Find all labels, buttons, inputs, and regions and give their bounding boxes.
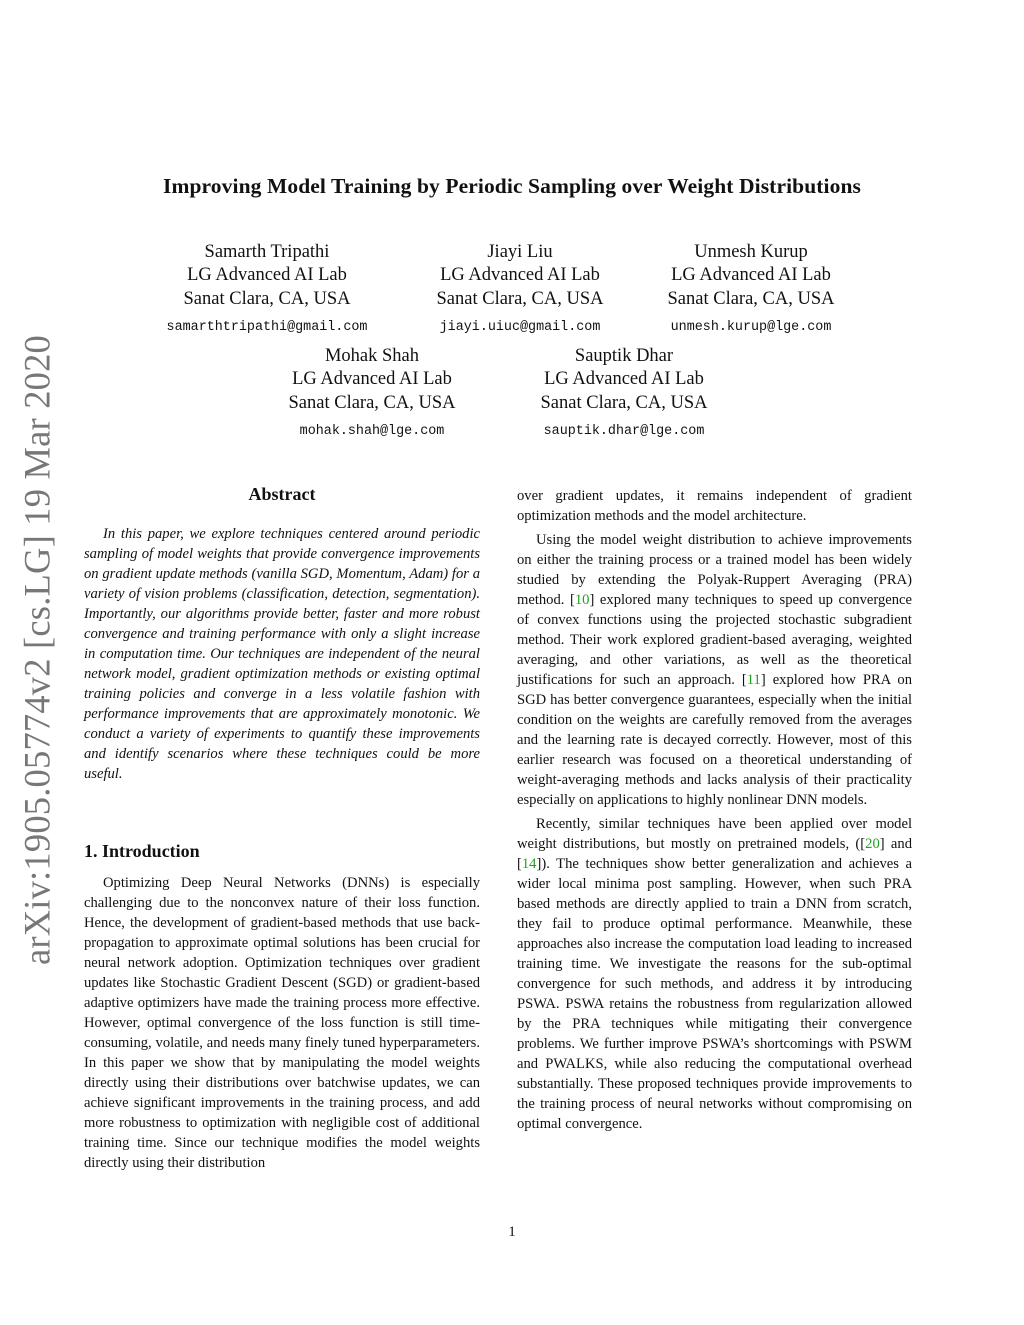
paragraph-recent-work xyxy=(517,814,912,1134)
text-span: Using the model weight distribution to achieve improvements on either the training process or a trained model has been widely studied by extending the Polyak-Ruppert Averaging (PRA) method. [ xyxy=(517,532,912,608)
text-span: ] explored many techniques to speed up convergence of convex functions using the projected stochastic subgradient method. Their work explored gradient-based averaging, weighted averaging, and other variations, as well as the theoretical justifications for such an approach. [ xyxy=(517,592,912,688)
author-affiliation: LG Advanced AI Lab xyxy=(187,265,347,286)
introduction-heading: 1. Introduction xyxy=(84,841,200,861)
arxiv-identifier: arXiv:1905.05774v2 [cs.LG] 19 Mar 2020 xyxy=(16,334,58,966)
text-span: ] explored how PRA on SGD has better convergence guarantees, especially when the initial condition on the weights are carefully removed from the averages and the learning rate is decayed correctly. However, most of this earlier research was focused on a theoretical understanding of weight-averaging methods and lacks analysis of their practicality especially on applications to highly nonlinear DNN models. xyxy=(517,672,912,808)
author-name: Sauptik Dhar xyxy=(574,346,674,366)
author-affiliation: LG Advanced AI Lab xyxy=(544,369,704,390)
author-name: Jiayi Liu xyxy=(487,242,553,262)
introduction-paragraph: Optimizing Deep Neural Networks (DNNs) is especially challenging due to the nonconvex nature of their loss function. Hence, the development of gradient-based methods that use back-propagation to approximate optimal solutions has been crucial for neural network adoption. Optimization techniques over gradient updates like Stochastic Gradient Descent (SGD) or gradient-based adaptive optimizers have made the training process more effective. However, optimal convergence of the loss function is still time-consuming, volatile, and needs many finely tuned hyperparameters. In this paper we show that by manipulating the model weights directly using their distributions over batchwise updates, we can achieve significant improvements in the training process, and add more robustness to optimization with negligible cost of additional training time. Since our technique modifies the model weights directly using their distribution xyxy=(84,875,480,1171)
author-affiliation: LG Advanced AI Lab xyxy=(440,265,600,286)
abstract-paragraph: In this paper, we explore techniques centered around periodic sampling of model weights that provide convergence improvements on gradient update methods (vanilla SGD, Momentum, Adam) for a variety of vision problems (classification, detection, segmentation). Importantly, our algorithms provide better, faster and more robust convergence and training performance with only a slight increase in computation time. Our techniques are independent of the neural network model, gradient optimization methods or existing optimal training policies and converge in a less volatile fashion with performance improvements that are approximately monotonic. We conduct a variety of experiments to quantify these improvements and identify scenarios where these techniques could be more useful. xyxy=(84,526,480,782)
author-location: Sanat Clara, CA, USA xyxy=(183,288,351,309)
author-email: sauptik.dhar@lge.com xyxy=(543,424,705,440)
author-block xyxy=(147,241,387,337)
paragraph-related-work xyxy=(517,530,912,810)
citation-link[interactable]: 14 xyxy=(521,856,537,872)
author-name: Samarth Tripathi xyxy=(204,242,330,262)
citation-link[interactable]: 20 xyxy=(865,836,880,852)
author-location: Sanat Clara, CA, USA xyxy=(540,392,708,413)
author-name: Mohak Shah xyxy=(324,346,420,366)
citation-link[interactable]: 10 xyxy=(574,592,590,608)
text-span: ] and [ xyxy=(517,836,912,872)
arxiv-sidebar xyxy=(8,334,66,966)
right-column xyxy=(517,486,912,1134)
author-location: Sanat Clara, CA, USA xyxy=(436,288,604,309)
author-block xyxy=(267,345,477,441)
abstract-body xyxy=(84,524,480,784)
abstract-heading: Abstract xyxy=(248,484,316,504)
author-name: Unmesh Kurup xyxy=(694,242,808,262)
author-email: samarthtripathi@gmail.com xyxy=(166,320,368,336)
introduction-body xyxy=(84,873,480,1173)
paragraph-continuation: over gradient updates, it remains independent of gradient optimization methods and the model architecture. xyxy=(517,488,912,524)
page-number: 1 xyxy=(508,1224,516,1240)
text-span: ]). The techniques show better generalization and achieves a wider local minima post sampling. However, when such PRA based methods are directly applied to train a DNN from scratch, they fail to produce optimal performance. Meanwhile, these approaches also increase the computation load leading to increased training time. We investigate the reasons for the sub-optimal convergence for such methods, and address it by introducing PSWA. PSWA retains the robustness from regularization allowed by the PRA techniques while mitigating their convergence problems. We further improve PSWA’s shortcomings with PSWM and PWALKS, while also reducing the computational overhead substantially. These proposed techniques provide improvements to the training process of neural networks without compromising on optimal convergence. xyxy=(517,856,912,1132)
author-block xyxy=(405,241,635,337)
text-span: Recently, similar techniques have been applied over model weight distributions, but mostly on pretrained models, ([ xyxy=(517,816,912,852)
author-email: unmesh.kurup@lge.com xyxy=(670,320,832,336)
author-location: Sanat Clara, CA, USA xyxy=(288,392,456,413)
citation-link[interactable]: 11 xyxy=(746,672,761,688)
author-affiliation: LG Advanced AI Lab xyxy=(671,265,831,286)
author-email: mohak.shah@lge.com xyxy=(299,424,445,440)
author-affiliation: LG Advanced AI Lab xyxy=(292,369,452,390)
author-block xyxy=(641,241,861,337)
author-email: jiayi.uiuc@gmail.com xyxy=(439,320,601,336)
paper-title: Improving Model Training by Periodic Sampling over Weight Distributions xyxy=(163,174,861,198)
author-block xyxy=(519,345,729,441)
author-location: Sanat Clara, CA, USA xyxy=(667,288,835,309)
